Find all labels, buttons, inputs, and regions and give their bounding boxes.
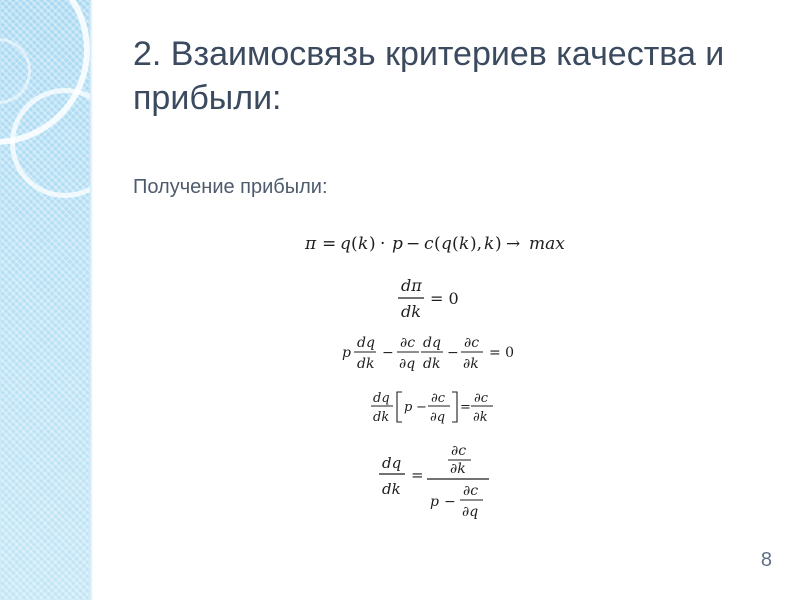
svg-text:∂c: ∂c bbox=[474, 391, 489, 406]
svg-text:),: ), bbox=[470, 234, 483, 254]
formula-profit bbox=[304, 234, 565, 254]
svg-text:k: k bbox=[358, 234, 369, 254]
svg-text:∂c: ∂c bbox=[464, 335, 480, 351]
svg-text:dk: dk bbox=[423, 356, 441, 372]
svg-text:dk: dk bbox=[382, 480, 401, 498]
svg-text:=: = bbox=[411, 466, 424, 484]
svg-text:dk: dk bbox=[373, 410, 390, 425]
svg-text:k: k bbox=[459, 234, 470, 254]
svg-text:(: ( bbox=[452, 234, 459, 254]
svg-text:=: = bbox=[322, 234, 337, 254]
svg-text:dπ: dπ bbox=[401, 276, 422, 295]
svg-text:(: ( bbox=[434, 234, 441, 254]
svg-text:∂k: ∂k bbox=[450, 461, 466, 477]
svg-text:∂q: ∂q bbox=[430, 410, 446, 425]
svg-text:π: π bbox=[305, 234, 317, 254]
svg-text:dk: dk bbox=[401, 302, 421, 321]
svg-text:∂c: ∂c bbox=[463, 483, 479, 499]
slide-subtitle: Получение прибыли: bbox=[133, 176, 328, 198]
svg-text:−: − bbox=[444, 494, 456, 510]
svg-text:∂k: ∂k bbox=[473, 410, 488, 425]
svg-text:→: → bbox=[506, 234, 521, 254]
svg-text:p: p bbox=[430, 494, 439, 510]
svg-text:p: p bbox=[404, 400, 413, 415]
svg-text:=: = bbox=[460, 400, 471, 415]
svg-text:−: − bbox=[416, 400, 427, 415]
formula-factored bbox=[371, 391, 493, 425]
svg-text:max: max bbox=[529, 234, 565, 254]
svg-text:p: p bbox=[392, 234, 403, 254]
formula-derivative-zero bbox=[398, 276, 459, 321]
svg-text:dq: dq bbox=[373, 391, 390, 406]
svg-text:∂q: ∂q bbox=[399, 356, 416, 372]
svg-text:= 0: = 0 bbox=[489, 345, 515, 361]
svg-text:∂q: ∂q bbox=[462, 504, 479, 520]
formula-result bbox=[379, 443, 489, 520]
svg-text:(: ( bbox=[351, 234, 358, 254]
svg-text:−: − bbox=[447, 345, 459, 361]
svg-text:q: q bbox=[441, 234, 452, 254]
svg-text:): ) bbox=[495, 234, 502, 254]
svg-text:): ) bbox=[369, 234, 376, 254]
svg-text:∂c: ∂c bbox=[400, 335, 416, 351]
svg-text:∂k: ∂k bbox=[463, 356, 479, 372]
slide-title: 2. Взаимосвязь критериев качества и прибыли: bbox=[133, 35, 725, 117]
svg-text:∂c: ∂c bbox=[431, 391, 446, 406]
svg-text:= 0: = 0 bbox=[430, 289, 459, 308]
svg-text:dq: dq bbox=[423, 335, 441, 351]
svg-text:dq: dq bbox=[357, 335, 375, 351]
page-number: 8 bbox=[760, 549, 772, 571]
svg-text:−: − bbox=[406, 234, 421, 254]
svg-text:k: k bbox=[484, 234, 495, 254]
svg-text:q: q bbox=[340, 234, 351, 254]
svg-text:−: − bbox=[382, 345, 394, 361]
formula-expanded bbox=[342, 335, 514, 372]
svg-text:dk: dk bbox=[357, 356, 375, 372]
svg-text:·: · bbox=[380, 234, 386, 254]
svg-text:∂c: ∂c bbox=[451, 443, 467, 459]
svg-text:c: c bbox=[424, 234, 434, 254]
svg-text:dq: dq bbox=[382, 454, 402, 472]
svg-text:p: p bbox=[342, 345, 351, 361]
